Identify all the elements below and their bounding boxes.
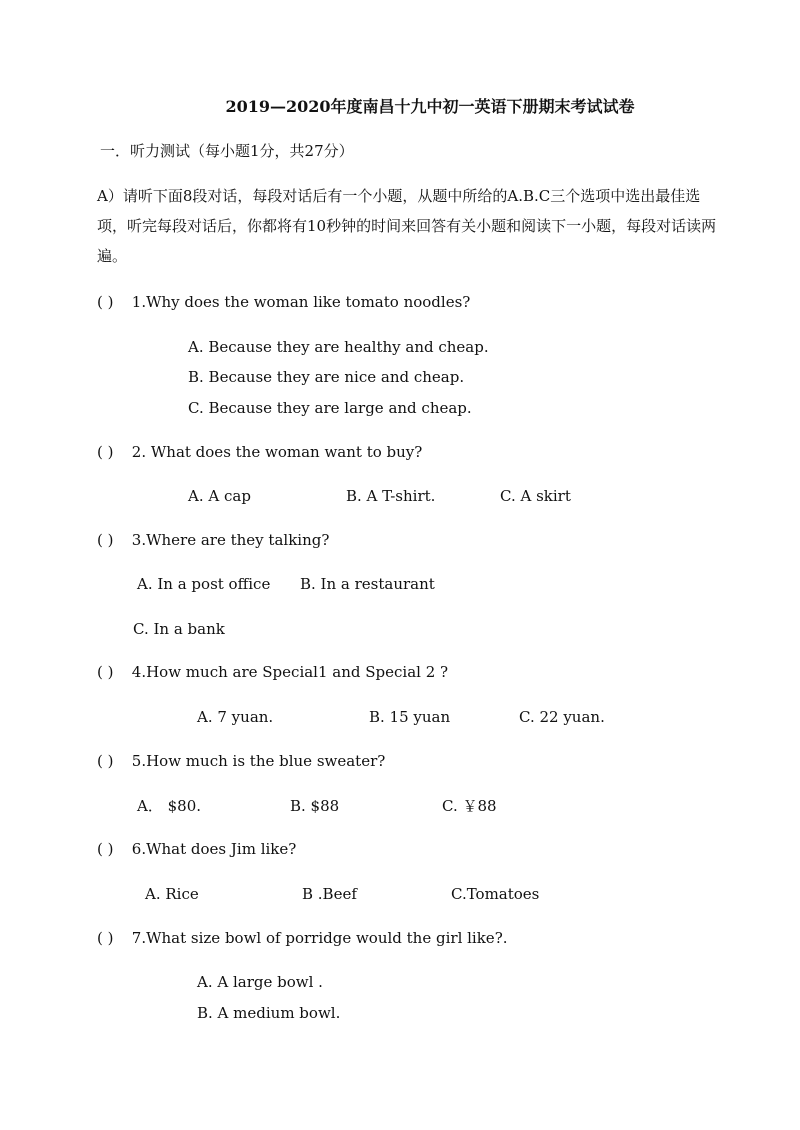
page-title: 2019—2020年度南昌十九中初一英语下册期末考试试卷	[225, 97, 635, 116]
option-b: B. Because they are nice and cheap.	[188, 368, 465, 386]
answer-blank[interactable]: ( )	[97, 531, 114, 549]
question-2	[97, 442, 422, 462]
option-b: B. A medium bowl.	[197, 1004, 341, 1022]
question-stem: 2. What does the woman want to buy?	[131, 443, 423, 461]
option-a: A. Because they are healthy and cheap.	[188, 338, 489, 356]
option-a: A. A large bowl .	[197, 973, 323, 991]
option-a: A. 7 yuan.	[197, 708, 274, 726]
question-4	[97, 662, 448, 682]
option-c: C. A skirt	[500, 487, 571, 505]
question-6	[97, 839, 296, 859]
answer-blank[interactable]: ( )	[97, 929, 114, 947]
section-heading-listening: 一．听力测试（每小题1分，共27分）	[100, 142, 354, 160]
option-c: C. In a bank	[133, 620, 225, 638]
question-stem: 6.What does Jim like?	[131, 840, 297, 858]
option-b: B .Beef	[302, 885, 357, 903]
option-b: B. $88	[290, 797, 340, 815]
option-a: A. In a post office	[137, 575, 271, 593]
question-stem: 7.What size bowl of porridge would the girl like?.	[131, 929, 508, 947]
question-stem: 5.How much is the blue sweater?	[131, 752, 386, 770]
question-stem: 4.How much are Special1 and Special 2 ?	[131, 663, 449, 681]
option-b: B. In a restaurant	[300, 575, 435, 593]
option-b: B. 15 yuan	[369, 708, 451, 726]
option-a: A. A cap	[188, 487, 251, 505]
answer-blank[interactable]: ( )	[97, 663, 114, 681]
question-5	[97, 751, 385, 771]
option-c: C. ￥88	[442, 797, 497, 815]
option-a: A． $80.	[137, 797, 201, 815]
option-c: C. Because they are large and cheap.	[188, 399, 472, 417]
option-c: C. 22 yuan.	[519, 708, 605, 726]
option-b: B. A T-shirt.	[346, 487, 436, 505]
answer-blank[interactable]: ( )	[97, 752, 114, 770]
answer-blank[interactable]: ( )	[97, 840, 114, 858]
option-a: A. Rice	[145, 885, 199, 903]
answer-blank[interactable]: ( )	[97, 443, 114, 461]
question-stem: 3.Where are they talking?	[131, 531, 330, 549]
question-1	[97, 292, 470, 312]
question-3	[97, 530, 329, 550]
question-7	[97, 928, 508, 948]
option-c: C.Tomatoes	[451, 885, 540, 903]
answer-blank[interactable]: ( )	[97, 293, 114, 311]
question-stem: 1.Why does the woman like tomato noodles?	[131, 293, 471, 311]
section-instructions: A）请听下面8段对话，每段对话后有一个小题，从题中所给的A.B.C三个选项中选出最佳选项，听完每段对话后，你都将有10秒钟的时间来回答有关小题和阅读下一小题，每段对话读两遍。	[97, 187, 717, 265]
